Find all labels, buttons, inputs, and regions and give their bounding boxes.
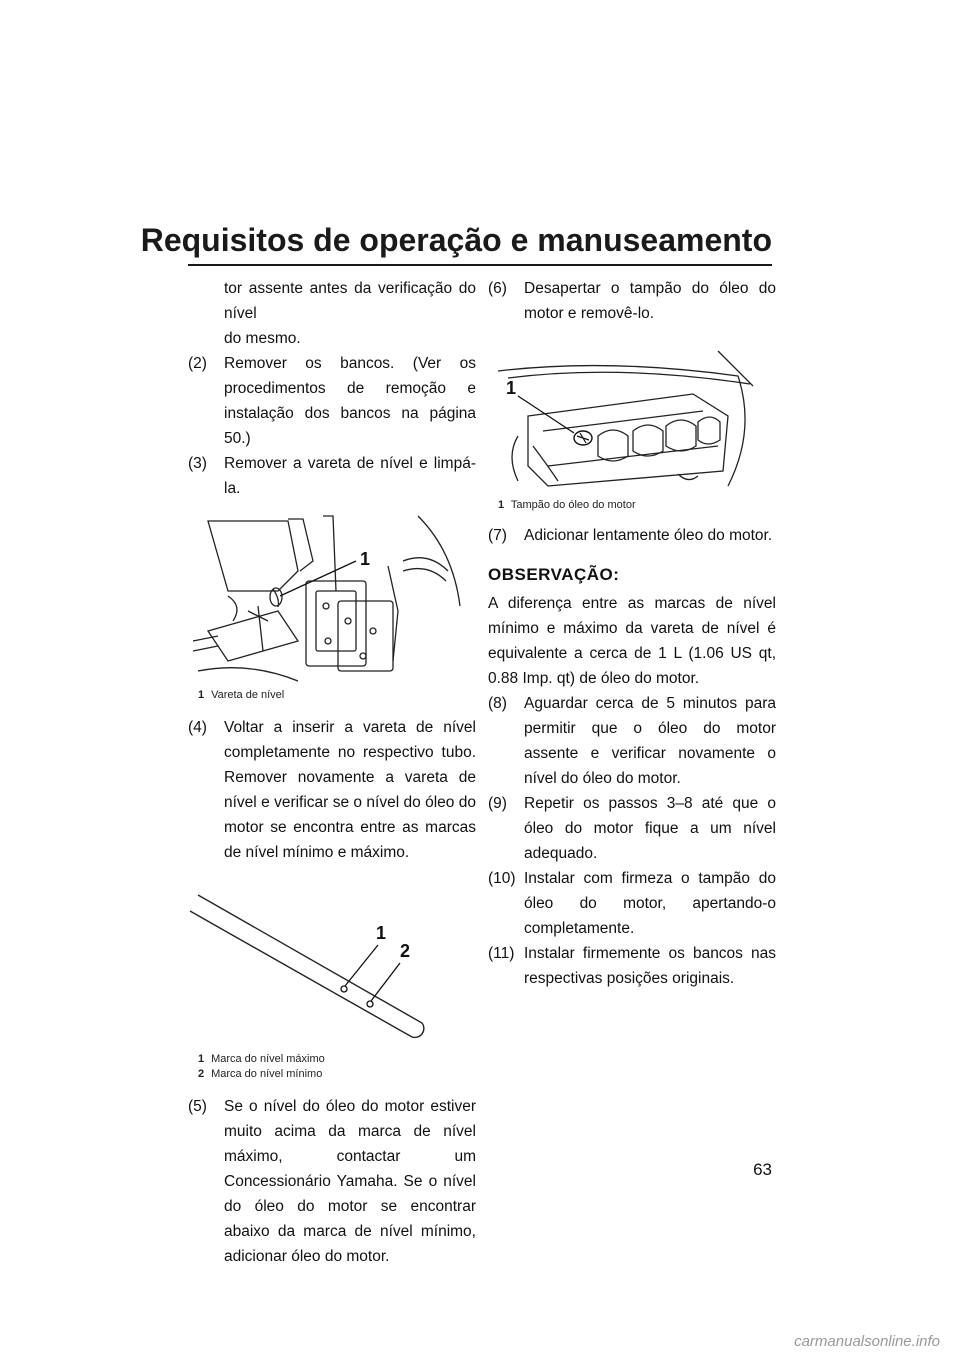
step-11-number: (11) — [488, 945, 515, 962]
figure2-caption-1 — [198, 1052, 476, 1067]
step-9 — [488, 791, 776, 866]
step-6 — [488, 276, 776, 326]
figure2-caption-2-text: Marca do nível mínimo — [211, 1068, 323, 1080]
figure2-caption-1-number: 1 — [198, 1053, 205, 1065]
step-3 — [188, 451, 476, 501]
intro-line-1: tor assente antes da verificação do nível — [224, 280, 476, 322]
step-10-number: (10) — [488, 870, 516, 887]
step-3-number: (3) — [188, 455, 207, 472]
figure2-callout-label-2: 2 — [400, 941, 411, 961]
note-title: OBSERVAÇÃO: — [488, 565, 620, 584]
figure3-caption — [498, 498, 776, 513]
figure2-caption-2-number: 2 — [198, 1068, 205, 1080]
page-number: 63 — [753, 1160, 772, 1179]
figure2-callout-label-1: 1 — [376, 923, 387, 943]
dipstick-marks-figure — [188, 875, 476, 1082]
dipstick-location-figure — [188, 511, 476, 703]
step-6-number: (6) — [488, 280, 507, 297]
note-text: A diferença entre as marcas de nível mínimo e máximo da vareta de nível é equivalente a cerca de 1 L (1.06 US qt, 0.88 Imp. qt) de óleo do motor. — [488, 595, 776, 687]
step-11-text: Instalar firmemente os bancos nas respectivas posições originais. — [524, 945, 776, 987]
step-8-number: (8) — [488, 695, 507, 712]
figure3-callout-label: 1 — [506, 378, 517, 398]
step-2-text: Remover os bancos. (Ver os procedimentos de remoção e instalação dos bancos na página 50.) — [224, 355, 476, 447]
step-5-text: Se o nível do óleo do motor estiver muito acima da marca de nível máximo, contactar um Concessionário Yamaha. Se o nível do óleo do motor se encontrar abaixo da marca de nível mínimo, adicionar óleo do motor. — [224, 1098, 476, 1265]
step-4 — [188, 715, 476, 865]
step-10-text: Instalar com firmeza o tampão do óleo do motor, apertando-o completamente. — [524, 870, 776, 937]
page-title: Requisitos de operação e manuseamento — [140, 222, 772, 258]
step-3-text: Remover a vareta de nível e limpá-la. — [224, 455, 476, 497]
right-column — [488, 276, 776, 991]
header-rule — [188, 264, 772, 266]
figure2-caption-2 — [198, 1067, 476, 1082]
step-7-number: (7) — [488, 527, 507, 544]
step-9-text: Repetir os passos 3–8 até que o óleo do motor fique a um nível adequado. — [524, 795, 776, 862]
figure1-caption — [198, 688, 476, 703]
step-2-number: (2) — [188, 355, 207, 372]
engine-oil-cap-illustration — [488, 336, 768, 496]
figure3-caption-text: Tampão do óleo do motor — [510, 499, 636, 511]
engine-dipstick-illustration — [188, 511, 468, 686]
step-2 — [188, 351, 476, 451]
step-8 — [488, 691, 776, 791]
dipstick-marks-illustration — [188, 875, 468, 1050]
step-11 — [488, 941, 776, 991]
figure3-caption-number: 1 — [498, 499, 505, 511]
step-5 — [188, 1094, 476, 1269]
step-10 — [488, 866, 776, 941]
step-4-number: (4) — [188, 719, 207, 736]
figure1-callout-label: 1 — [360, 549, 371, 569]
step-8-text: Aguardar cerca de 5 minutos para permitir que o óleo do motor assente e verificar novamente o nível do óleo do motor. — [524, 695, 776, 787]
step-9-number: (9) — [488, 795, 507, 812]
step-7-text: Adicionar lentamente óleo do motor. — [524, 527, 773, 544]
step-7 — [488, 523, 776, 548]
left-column — [188, 276, 476, 1269]
step-5-number: (5) — [188, 1098, 207, 1115]
watermark: carmanualsonline.info — [794, 1333, 940, 1350]
figure2-caption-1-text: Marca do nível máximo — [211, 1053, 325, 1065]
step-4-text: Voltar a inserir a vareta de nível completamente no respectivo tubo. Remover novamente a vareta de nível e verificar se o nível do óleo do motor se encontra entre as marcas de nível mínimo e máximo. — [224, 719, 476, 861]
oil-cap-figure — [488, 336, 776, 513]
step-6-text: Desapertar o tampão do óleo do motor e removê-lo. — [524, 280, 776, 322]
intro-line-2: do mesmo. — [224, 330, 301, 347]
figure1-caption-number: 1 — [198, 689, 205, 701]
figure1-caption-text: Vareta de nível — [211, 689, 285, 701]
